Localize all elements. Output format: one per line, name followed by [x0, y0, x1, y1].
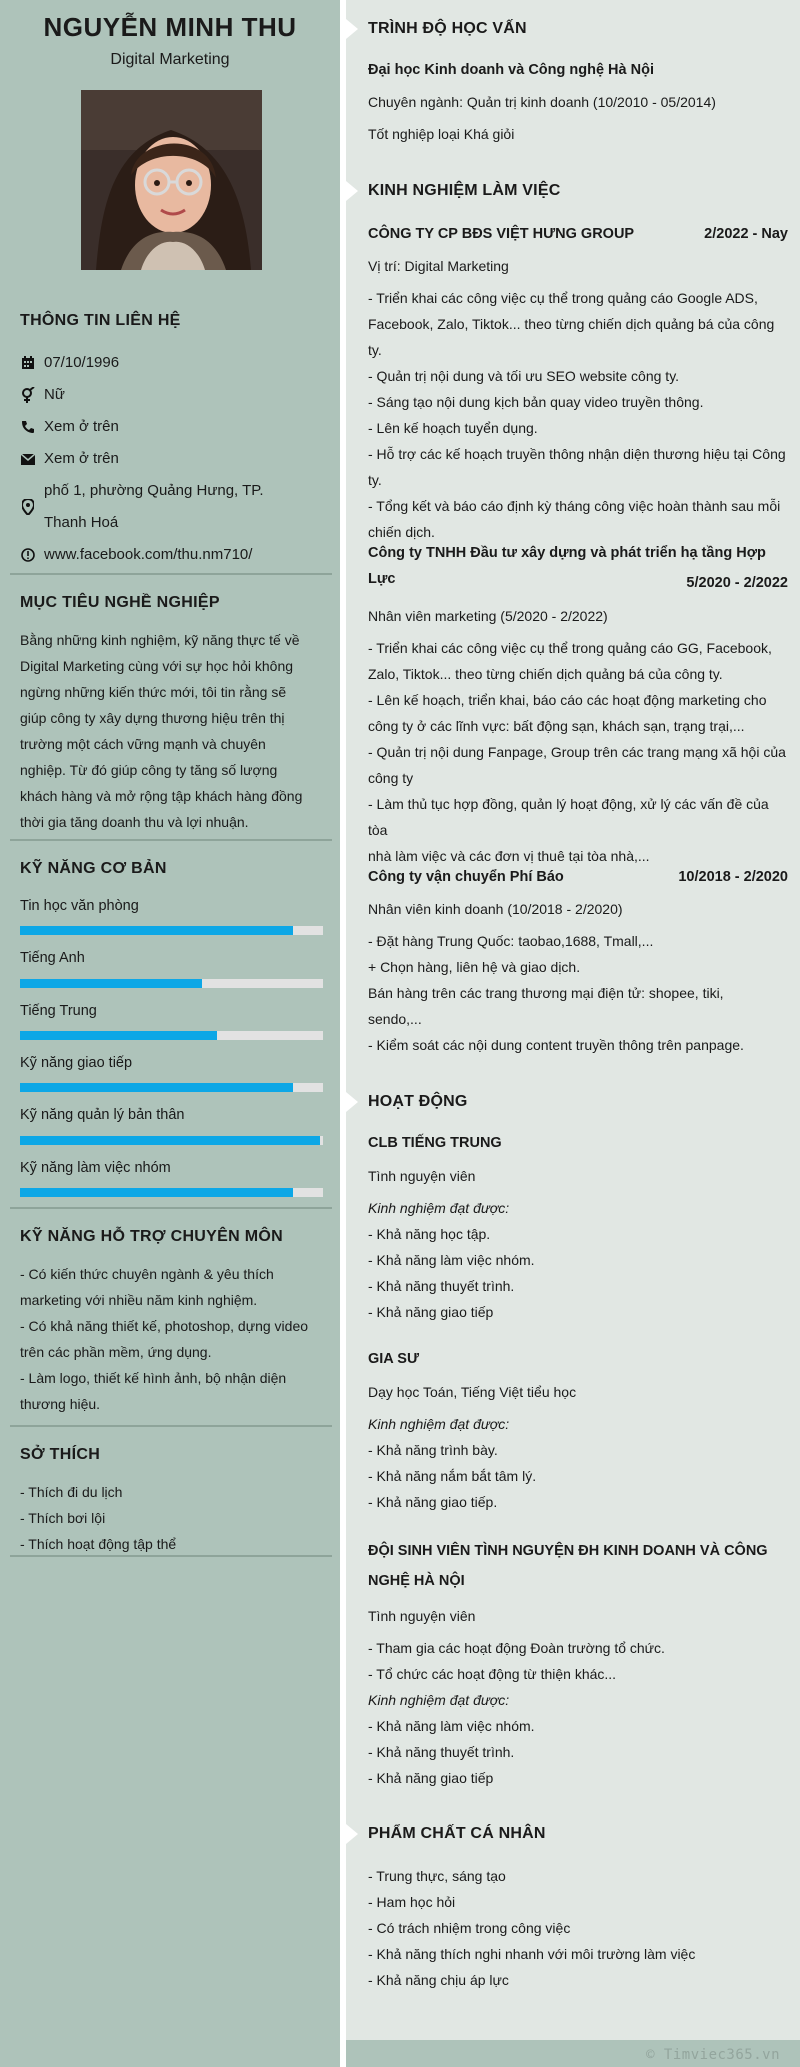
support-skills-section — [20, 1228, 325, 1417]
education-grade: Tốt nghiệp loại Khá giỏi — [368, 126, 515, 142]
info-circle-icon — [20, 547, 36, 563]
education-major: Chuyên ngành: Quản trị kinh doanh (10/2010 - 05/2014) — [368, 94, 716, 110]
duty-line: Zalo, Tiktok... theo từng chiến dịch quảng bá của công ty. — [368, 666, 723, 682]
hobby-item: - Thích đi du lịch — [20, 1484, 123, 1500]
hobby-item: - Thích bơi lội — [20, 1510, 106, 1526]
job-position: Nhân viên marketing (5/2020 - 2/2022) — [368, 608, 608, 624]
job-duties — [368, 635, 788, 869]
gender-text: Nữ — [44, 386, 65, 403]
support-skills-text — [20, 1261, 325, 1417]
skill-bar — [20, 1136, 323, 1145]
duty-line: Bán hàng trên các trang thương mại điện tử: shopee, tiki, — [368, 985, 724, 1001]
activity-line: - Khả năng làm việc nhóm. — [368, 1252, 535, 1268]
duty-line: Facebook, Zalo, Tiktok... theo từng chiến dịch quảng bá của công ty. — [368, 316, 775, 358]
section-notch — [346, 19, 358, 39]
objective-line: thời gia tăng doanh thu và lợi nhuận. — [20, 814, 249, 830]
support-skill-line: - Có khả năng thiết kế, photoshop, dựng video — [20, 1318, 309, 1334]
skill-bar-fill — [20, 1031, 217, 1040]
contact-phone — [20, 411, 119, 443]
contact-address — [20, 475, 264, 539]
skill-bar — [20, 1188, 323, 1197]
divider — [10, 839, 332, 841]
activity-gained-label: Kinh nghiệm đạt được: — [368, 1692, 510, 1708]
quality-item: - Khả năng thích nghi nhanh với môi trường làm việc — [368, 1946, 696, 1962]
activity-gained-label: Kinh nghiệm đạt được: — [368, 1200, 510, 1216]
activity-role: Tình nguyện viên — [368, 1608, 476, 1624]
gender-icon — [20, 387, 36, 403]
address-line-1: phố 1, phường Quảng Hưng, TP. — [44, 482, 264, 499]
divider — [10, 1425, 332, 1427]
skill-bar-fill — [20, 1136, 320, 1145]
skill-label: Tin học văn phòng — [20, 898, 139, 914]
activity-line: - Tham gia các hoạt động Đoàn trường tổ chức. — [368, 1640, 665, 1656]
contact-title: THÔNG TIN LIÊN HỆ — [20, 312, 181, 329]
job-period: 2/2022 - Nay — [704, 226, 788, 242]
duty-line: - Hỗ trợ các kế hoạch truyền thông nhận diện thương hiệu tại Công — [368, 446, 786, 462]
divider — [10, 1555, 332, 1557]
divider — [10, 1207, 332, 1209]
hobbies-section — [20, 1446, 325, 1557]
duty-line: sendo,... — [368, 1011, 422, 1027]
objective-line: khách hàng và mở rộng tập khách hàng đồng — [20, 788, 303, 804]
phone-icon — [20, 419, 36, 435]
envelope-icon — [20, 451, 36, 467]
objective-line: Bằng những kinh nghiệm, kỹ năng thực tế về — [20, 632, 300, 648]
candidate-name: NGUYỄN MINH THU — [43, 12, 297, 42]
hobbies-text — [20, 1479, 325, 1557]
education-title: TRÌNH ĐỘ HỌC VẤN — [368, 20, 527, 37]
skill-label: Kỹ năng quản lý bản thân — [20, 1107, 185, 1123]
education-school: Đại học Kinh doanh và Công nghệ Hà Nội — [368, 62, 654, 78]
skill-bar — [20, 979, 323, 988]
section-notch — [346, 181, 358, 201]
contact-website[interactable] — [20, 539, 252, 571]
skill-label: Kỹ năng làm việc nhóm — [20, 1160, 171, 1176]
duty-line: - Lên kế hoạch, triển khai, báo cáo các hoạt động marketing cho — [368, 692, 767, 708]
phone-text: Xem ở trên — [44, 418, 119, 435]
duty-line: + Chọn hàng, liên hệ và giao dịch. — [368, 959, 581, 975]
activity-line: - Khả năng trình bày. — [368, 1442, 498, 1458]
duty-line: nhà làm việc và các đơn vị thuê tại tòa nhà,... — [368, 848, 650, 864]
skill-bar — [20, 1031, 323, 1040]
support-skill-line: thương hiệu. — [20, 1396, 101, 1412]
hobby-item: - Thích hoạt động tập thể — [20, 1536, 177, 1552]
activities-title: HOẠT ĐỘNG — [368, 1093, 468, 1110]
skill-label: Tiếng Trung — [20, 1003, 97, 1019]
activity-line: - Khả năng làm việc nhóm. — [368, 1718, 535, 1734]
duty-line: công ty ở các lĩnh vực: bất động sạn, khách sạn, trạng trại,... — [368, 718, 745, 734]
job-period: 10/2018 - 2/2020 — [678, 869, 788, 885]
duty-line: - Kiểm soát các nội dung content truyền thông trên panpage. — [368, 1037, 744, 1053]
activity-org-line: ĐỘI SINH VIÊN TÌNH NGUYỆN ĐH KINH DOANH VÀ CÔNG — [368, 1543, 768, 1559]
skill-bar — [20, 1083, 323, 1092]
job-period: 5/2020 - 2/2022 — [686, 575, 788, 591]
footer-band — [346, 2040, 800, 2067]
job-header — [368, 221, 788, 247]
objective-text — [20, 627, 325, 835]
objective-line: giúp công ty xây dựng thương hiệu trên thị — [20, 710, 285, 726]
job-position: Vị trí: Digital Marketing — [368, 258, 509, 274]
skill-label: Tiếng Anh — [20, 950, 85, 966]
activity-line: - Khả năng giao tiếp. — [368, 1494, 498, 1510]
objective-section — [20, 594, 325, 835]
activity-line: - Khả năng học tập. — [368, 1226, 491, 1242]
divider — [10, 573, 332, 575]
candidate-role: Digital Marketing — [110, 51, 230, 68]
activity-role: Dạy học Toán, Tiếng Việt tiểu học — [368, 1384, 577, 1400]
qualities-list — [368, 1863, 788, 1993]
activity-line: - Khả năng giao tiếp — [368, 1770, 494, 1786]
address-text — [44, 475, 264, 539]
job-duties — [368, 285, 788, 545]
activity-org-line: NGHỆ HÀ NỘI — [368, 1573, 465, 1589]
website-link[interactable]: www.facebook.com/thu.nm710/ — [44, 546, 253, 563]
activity-org — [368, 1536, 788, 1596]
calendar-icon — [20, 355, 36, 371]
support-skill-line: - Có kiến thức chuyên ngành & yêu thích — [20, 1266, 274, 1282]
duty-line: - Quản trị nội dung và tối ưu SEO website công ty. — [368, 368, 680, 384]
contact-gender — [20, 379, 65, 411]
experience-title: KINH NGHIỆM LÀM VIỆC — [368, 182, 561, 199]
email-text: Xem ở trên — [44, 450, 119, 467]
duty-line: - Tổng kết và báo cáo định kỳ tháng công việc hoàn thành sau mỗi — [368, 498, 781, 514]
skill-bar-fill — [20, 979, 202, 988]
duty-line: - Triển khai các công việc cụ thể trong quảng cáo Google ADS, — [368, 290, 758, 306]
job-duties — [368, 928, 788, 1058]
activity-line: - Khả năng thuyết trình. — [368, 1744, 515, 1760]
skill-bar-fill — [20, 1083, 293, 1092]
skills-title: KỸ NĂNG CƠ BẢN — [20, 860, 167, 877]
objective-line: nghiệp. Từ đó giúp công ty tăng số lượng — [20, 762, 278, 778]
hobbies-title: SỞ THÍCH — [20, 1446, 101, 1463]
duty-line: chiến dịch. — [368, 524, 435, 540]
location-pin-icon — [20, 499, 36, 515]
skill-label: Kỹ năng giao tiếp — [20, 1055, 133, 1071]
support-skill-line: trên các phần mềm, ứng dụng. — [20, 1344, 212, 1360]
duty-line: - Đặt hàng Trung Quốc: taobao,1688, Tmall,... — [368, 933, 654, 949]
objective-line: Digital Marketing cùng với sự học hỏi không — [20, 658, 294, 674]
activity-gained-label: Kinh nghiệm đạt được: — [368, 1416, 510, 1432]
duty-line: - Sáng tạo nội dung kịch bản quay video truyền thông. — [368, 394, 704, 410]
support-skill-line: marketing với nhiều năm kinh nghiệm. — [20, 1292, 258, 1308]
duty-line: công ty — [368, 770, 414, 786]
contact-email — [20, 443, 119, 475]
duty-line: - Làm thủ tục hợp đồng, quản lý hoạt động, xử lý các vấn đề của tòa — [368, 796, 769, 838]
objective-title: MỤC TIÊU NGHỀ NGHIỆP — [20, 594, 220, 611]
activity-details — [368, 1635, 788, 1791]
quality-item: - Khả năng chịu áp lực — [368, 1972, 509, 1988]
objective-line: ngừng những kiến thức mới, tôi tin rằng sẽ — [20, 684, 287, 700]
activity-line: - Khả năng nắm bắt tâm lý. — [368, 1468, 537, 1484]
duty-line: - Lên kế hoạch tuyển dụng. — [368, 420, 538, 436]
watermark: © Timviec365.vn — [646, 2047, 780, 2063]
activity-line: - Tổ chức các hoạt động từ thiện khác... — [368, 1666, 617, 1682]
activity-org: CLB TIẾNG TRUNG — [368, 1135, 502, 1151]
duty-line: ty. — [368, 472, 382, 488]
section-notch — [346, 1824, 358, 1844]
activity-role: Tình nguyện viên — [368, 1168, 476, 1184]
duty-line: - Quản trị nội dung Fanpage, Group trên các trang mạng xã hội của — [368, 744, 786, 760]
skill-bar — [20, 926, 323, 935]
activity-details — [368, 1195, 788, 1325]
birthday-text: 07/10/1996 — [44, 354, 120, 371]
activity-details — [368, 1411, 788, 1515]
job-company: Công ty vận chuyển Phí Báo — [368, 869, 564, 885]
skill-bar-fill — [20, 926, 293, 935]
quality-item: - Trung thực, sáng tạo — [368, 1868, 506, 1884]
contact-section — [20, 312, 325, 330]
qualities-title: PHẨM CHẤT CÁ NHÂN — [368, 1825, 546, 1842]
quality-item: - Ham học hỏi — [368, 1894, 456, 1910]
objective-line: trường một cách vững mạnh và chuyên — [20, 736, 266, 752]
job-company: CÔNG TY CP BĐS VIỆT HƯNG GROUP — [368, 226, 635, 242]
support-skills-title: KỸ NĂNG HỖ TRỢ CHUYÊN MÔN — [20, 1228, 283, 1245]
support-skill-line: - Làm logo, thiết kế hình ảnh, bộ nhận diện — [20, 1370, 287, 1386]
activity-line: - Khả năng thuyết trình. — [368, 1278, 515, 1294]
section-notch — [346, 1092, 358, 1112]
activity-org: GIA SƯ — [368, 1351, 419, 1367]
duty-line: - Triển khai các công việc cụ thể trong quảng cáo GG, Facebook, — [368, 640, 772, 656]
job-position: Nhân viên kinh doanh (10/2018 - 2/2020) — [368, 901, 623, 917]
job-company: Công ty TNHH Đầu tư xây dựng và phát triển hạ tầng Hợp Lực — [368, 545, 766, 587]
activity-line: - Khả năng giao tiếp — [368, 1304, 494, 1320]
skills-section — [20, 860, 325, 878]
contact-birthday — [20, 347, 119, 379]
job-header — [368, 864, 788, 890]
address-line-2: Thanh Hoá — [44, 514, 119, 531]
skill-bar-fill — [20, 1188, 293, 1197]
quality-item: - Có trách nhiệm trong công việc — [368, 1920, 571, 1936]
avatar — [81, 90, 262, 270]
